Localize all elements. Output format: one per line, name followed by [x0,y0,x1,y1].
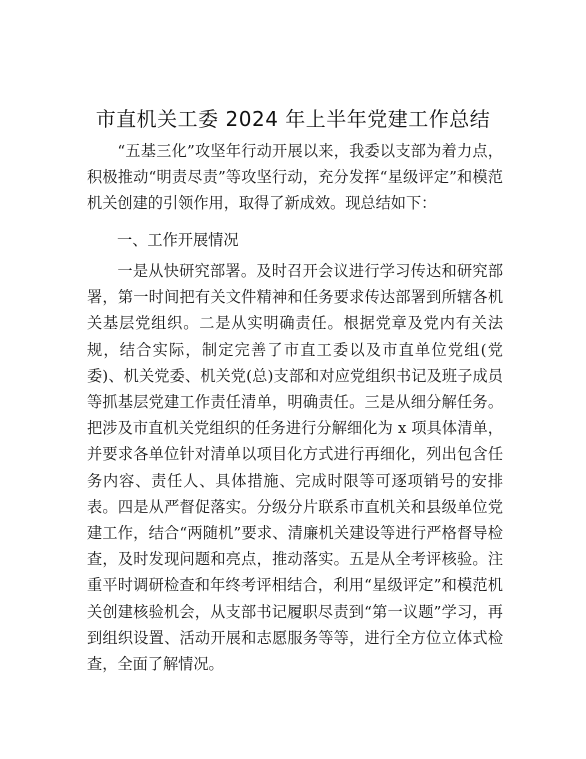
section-heading: 一、工作开展情况 [117,231,239,249]
main-paragraph: 一是从快研究部署。及时召开会议进行学习传达和研究部署，第一时间把有关文件精神和任务要求传达部署到所辖各机关基层党组织。二是从实明确责任。根据党章及党内有关法规，结合实际，制定完善了市直工委以及市直单位党组(党委)、机关党委、机关党(总)支部和对应党组织书记及班子成员等抓基层党建工作责任清单，明确责任。三是从细分解任务。把涉及市直机关党组织的任务进行分解细化为 x 项具体清单，并要求各单位针对清单以项目化方式进行再细化，列出包含任务内容、责任人、具体措施、完成时限等可逐项销号的安排表。四是从严督促落实。分级分片联系市直机关和县级单位党建工作，结合“两随机”要求、清廉机关建设等进行严格督导检查，及时发现问题和亮点，推动落实。五是从全考评核验。注重平时调研检查和年终考评相结合，利用“星级评定”和模范机关创建核验机会，从支部书记履职尽责到“第一议题”学习，再到组织设置、活动开展和志愿服务等等，进行全方位立体式检查，全面了解情况。 [87,262,503,674]
intro-paragraph: “五基三化”攻坚年行动开展以来，我委以支部为着力点，积极推动“明责尽责”等攻坚行动，充分发挥“星级评定”和模范机关创建的引领作用，取得了新成效。现总结如下： [87,142,503,213]
document-title: 市直机关工委 2024 年上半年党建工作总结 [95,107,491,131]
